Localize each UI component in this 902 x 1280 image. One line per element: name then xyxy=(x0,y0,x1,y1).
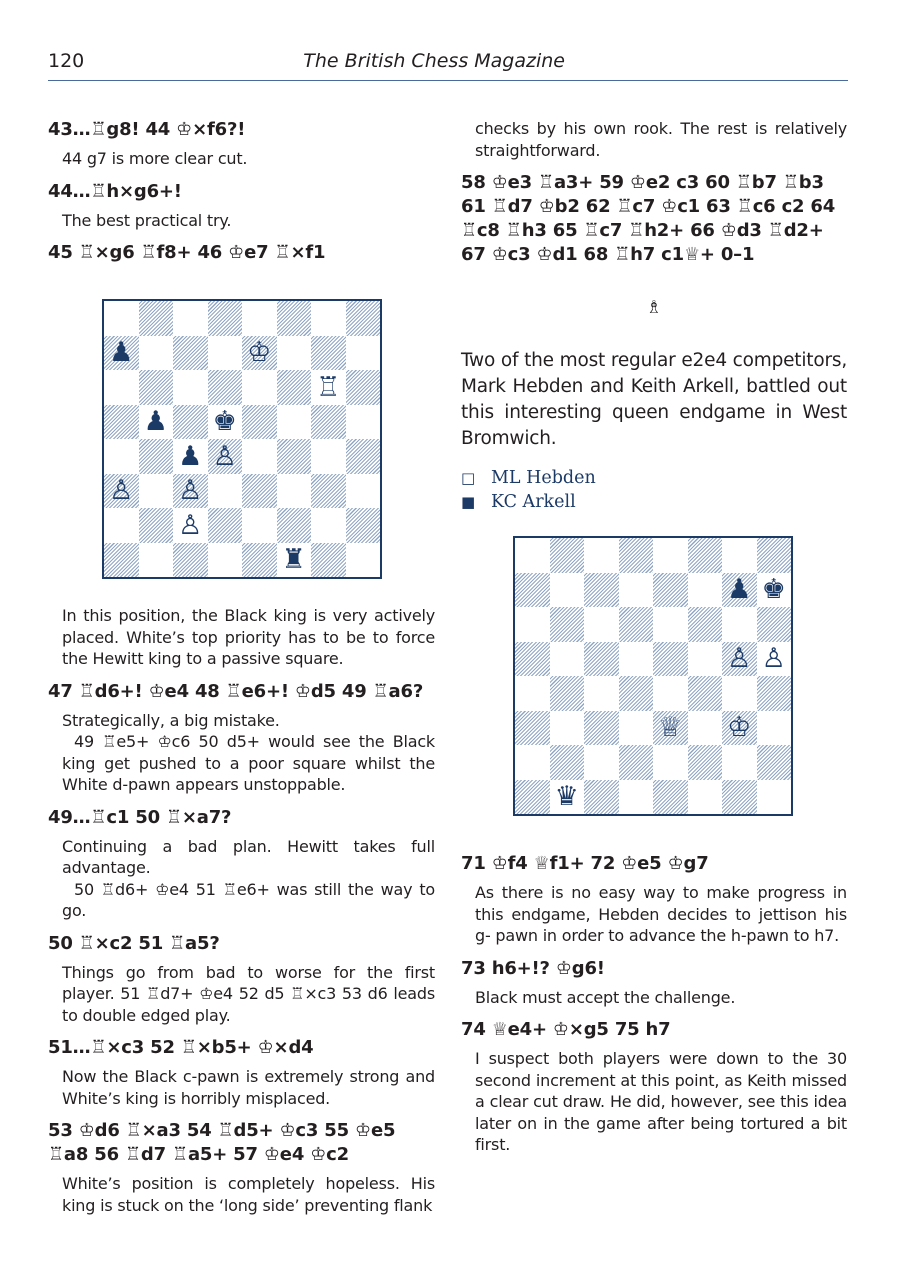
board-square xyxy=(208,301,243,336)
board-square xyxy=(722,745,757,780)
board-square xyxy=(139,543,174,578)
board-square xyxy=(277,370,312,405)
board-square xyxy=(688,538,723,573)
moves-line: 73 h6+!? ♔g6! xyxy=(461,957,605,979)
annotation: Continuing a bad plan. Hewitt takes full advantage. xyxy=(62,836,435,877)
board-square xyxy=(208,370,243,405)
intro-paragraph: Two of the most regular e2e4 competitors, Mark Hebden and Keith Arkell, battled out this interesting queen endgame in West Bromwich. xyxy=(461,350,847,449)
player-black xyxy=(461,490,847,514)
board-square xyxy=(584,573,619,608)
board-square xyxy=(757,538,792,573)
board-square xyxy=(104,439,139,474)
board-square xyxy=(653,642,688,677)
board-square xyxy=(757,780,792,815)
board-square xyxy=(619,573,654,608)
board-square xyxy=(311,370,346,405)
board-square xyxy=(619,642,654,677)
board-square xyxy=(346,336,381,371)
white-pawn-icon: ♙ xyxy=(178,509,203,541)
board-square xyxy=(653,607,688,642)
board-square xyxy=(311,474,346,509)
board-square xyxy=(619,676,654,711)
left-column xyxy=(48,118,435,1226)
board-square xyxy=(550,573,585,608)
board-square xyxy=(688,676,723,711)
board-square xyxy=(173,543,208,578)
board-square xyxy=(550,607,585,642)
board-square xyxy=(346,474,381,509)
board-square xyxy=(104,543,139,578)
board-square xyxy=(208,405,243,440)
board-square xyxy=(311,439,346,474)
board-square xyxy=(208,543,243,578)
board-square xyxy=(173,439,208,474)
players-list xyxy=(461,466,847,514)
board-square xyxy=(550,642,585,677)
board-square xyxy=(173,336,208,371)
board-square xyxy=(346,370,381,405)
board-square xyxy=(688,607,723,642)
moves-line: 47 ♖d6+! ♔e4 48 ♖e6+! ♔d5 49 ♖a6? xyxy=(48,680,424,702)
board-square xyxy=(653,780,688,815)
board-square xyxy=(242,474,277,509)
board-square xyxy=(277,439,312,474)
board-square xyxy=(277,543,312,578)
white-king-icon: ♔ xyxy=(727,712,752,744)
annotation: In this position, the Black king is very actively placed. White’s top priority has to be to force the Hewitt king to a passive square. xyxy=(62,606,435,668)
board-square xyxy=(242,508,277,543)
board-square xyxy=(242,543,277,578)
black-king-icon: ♚ xyxy=(761,574,786,606)
board-square xyxy=(139,474,174,509)
board-square xyxy=(757,676,792,711)
white-pawn-icon: ♙ xyxy=(727,643,752,675)
board-square xyxy=(688,745,723,780)
board-square xyxy=(653,538,688,573)
board-square xyxy=(653,745,688,780)
annotation: Strategically, a big mistake. xyxy=(62,710,280,730)
board-square xyxy=(584,607,619,642)
board-square xyxy=(584,711,619,746)
black-pawn-icon: ♟ xyxy=(178,440,203,472)
chess-diagram-1 xyxy=(102,299,382,579)
board-square xyxy=(139,301,174,336)
board-square xyxy=(619,780,654,815)
black-pawn-icon: ♟ xyxy=(109,337,134,369)
board-square xyxy=(619,745,654,780)
board-square xyxy=(515,676,550,711)
board-square xyxy=(311,301,346,336)
board-square xyxy=(311,543,346,578)
moves-line: 71 ♔f4 ♕f1+ 72 ♔e5 ♔g7 xyxy=(461,853,709,874)
board-square xyxy=(139,336,174,371)
board-square xyxy=(346,439,381,474)
board-square xyxy=(208,439,243,474)
running-head: The British Chess Magazine xyxy=(303,50,565,72)
board-square xyxy=(139,370,174,405)
board-square xyxy=(550,676,585,711)
board-square xyxy=(722,676,757,711)
board-square xyxy=(757,745,792,780)
board-square xyxy=(550,745,585,780)
board-square xyxy=(208,508,243,543)
board-square xyxy=(242,405,277,440)
board-square xyxy=(619,607,654,642)
board-square xyxy=(346,508,381,543)
board-square xyxy=(139,439,174,474)
board-square xyxy=(653,676,688,711)
board-square xyxy=(688,642,723,677)
annotation: I suspect both players were down to the 30 second increment at this point, as Keith missed a clear cut draw. He did, however, see this idea later on in the game after being tortured a bit first. xyxy=(475,1049,847,1154)
board-square xyxy=(104,508,139,543)
board-square xyxy=(173,301,208,336)
annotation: 44 g7 is more clear cut. xyxy=(62,149,248,168)
white-pawn-icon: ♙ xyxy=(212,440,237,472)
board-square xyxy=(550,780,585,815)
board-square xyxy=(722,780,757,815)
board-square xyxy=(104,301,139,336)
moves-line: 43…♖g8! 44 ♔×f6?! xyxy=(48,119,246,140)
board-square xyxy=(173,474,208,509)
white-king-icon: ♔ xyxy=(247,337,272,369)
board-square xyxy=(515,780,550,815)
board-square xyxy=(722,607,757,642)
black-square-icon: ■ xyxy=(461,493,476,511)
white-rook-icon: ♖ xyxy=(316,371,341,403)
board-square xyxy=(173,370,208,405)
board-square xyxy=(619,711,654,746)
board-square xyxy=(550,711,585,746)
board-square xyxy=(584,745,619,780)
board-square xyxy=(104,405,139,440)
annotation: White’s position is completely hopeless. His king is stuck on the ‘long side’ preventing flank xyxy=(62,1174,435,1215)
black-king-icon: ♚ xyxy=(212,406,237,438)
board-square xyxy=(515,642,550,677)
board-square xyxy=(515,745,550,780)
board-square xyxy=(722,711,757,746)
black-queen-icon: ♛ xyxy=(554,781,579,813)
board-square xyxy=(277,508,312,543)
white-pawn-icon: ♙ xyxy=(109,475,134,507)
board-square xyxy=(139,508,174,543)
board-square xyxy=(722,642,757,677)
board-square xyxy=(515,573,550,608)
board-square xyxy=(688,711,723,746)
annotation: Things go from bad to worse for the first player. 51 ♖d7+ ♔e4 52 d5 ♖×c3 53 d6 leads to double edged play. xyxy=(62,962,435,1025)
board-square xyxy=(277,405,312,440)
annotation: checks by his own rook. The rest is relatively straightforward. xyxy=(475,119,847,160)
board-square xyxy=(757,607,792,642)
board-square xyxy=(104,370,139,405)
moves-line: 50 ♖×c2 51 ♖a5? xyxy=(48,932,220,954)
board-square xyxy=(757,711,792,746)
board-square xyxy=(550,538,585,573)
white-square-icon: □ xyxy=(461,469,476,487)
moves-line: 49…♖c1 50 ♖×a7? xyxy=(48,806,232,828)
annotation: Now the Black c-pawn is extremely strong and White’s king is horribly misplaced. xyxy=(62,1067,435,1108)
board-square xyxy=(515,538,550,573)
board-square xyxy=(277,474,312,509)
moves-line: 45 ♖×g6 ♖f8+ 46 ♔e7 ♖×f1 xyxy=(48,242,326,263)
board-square xyxy=(104,474,139,509)
board-square xyxy=(139,405,174,440)
board-square xyxy=(688,573,723,608)
board-square xyxy=(277,301,312,336)
moves-line: 51…♖×c3 52 ♖×b5+ ♔×d4 xyxy=(48,1037,314,1058)
moves-line: 74 ♕e4+ ♔×g5 75 h7 xyxy=(461,1019,671,1040)
board-square xyxy=(584,642,619,677)
board-square xyxy=(242,370,277,405)
bishop-ornament-icon: ♗ xyxy=(645,297,663,318)
board-square xyxy=(515,607,550,642)
player-white xyxy=(461,466,847,490)
board-square xyxy=(208,336,243,371)
board-square xyxy=(688,780,723,815)
moves-line: 58 ♔e3 ♖a3+ 59 ♔e2 c3 60 ♖b7 ♖b3 61 ♖d7 ♔b2 62 ♖c7 ♔c1 63 ♖c6 c2 64 ♖c8 ♖h3 65 ♖c7 ♖h2+ 66 ♔d3 ♖d2+ 67 ♔c3 ♔d1 68 ♖h7 c1♕+ 0–1 xyxy=(461,172,836,265)
board-square xyxy=(346,405,381,440)
header-rule xyxy=(48,80,848,81)
black-rook-icon: ♜ xyxy=(281,544,306,576)
board-square xyxy=(242,439,277,474)
board-square xyxy=(722,538,757,573)
right-column xyxy=(461,118,847,1166)
board-square xyxy=(619,538,654,573)
chess-diagram-2 xyxy=(513,536,793,816)
moves-line: 44…♖h×g6+! xyxy=(48,180,182,202)
board-square xyxy=(104,336,139,371)
board-square xyxy=(173,405,208,440)
white-pawn-icon: ♙ xyxy=(761,643,786,675)
board-square xyxy=(757,642,792,677)
moves-line: 53 ♔d6 ♖×a3 54 ♖d5+ ♔c3 55 ♔e5 ♖a8 56 ♖d7 ♖a5+ 57 ♔e4 ♔c2 xyxy=(48,1120,396,1165)
board-square xyxy=(584,676,619,711)
board-square xyxy=(173,508,208,543)
black-pawn-icon: ♟ xyxy=(143,406,168,438)
annotation: The best practical try. xyxy=(62,210,232,230)
board-square xyxy=(277,336,312,371)
board-square xyxy=(515,711,550,746)
annotation: Black must accept the challenge. xyxy=(475,987,736,1007)
board-square xyxy=(722,573,757,608)
board-square xyxy=(346,543,381,578)
player-name: ML Hebden xyxy=(491,468,596,488)
page-number: 120 xyxy=(48,50,85,72)
board-square xyxy=(311,336,346,371)
annotation: 49 ♖e5+ ♔c6 50 d5+ would see the Black king get pushed to a poor square whilst the White d-pawn appears unstoppable. xyxy=(62,732,435,794)
annotation: As there is no easy way to make progress in this endgame, Hebden decides to jettison his g- pawn in order to advance the h-pawn to h7. xyxy=(475,883,847,945)
white-pawn-icon: ♙ xyxy=(178,475,203,507)
board-square xyxy=(346,301,381,336)
annotation: 50 ♖d6+ ♔e4 51 ♖e6+ was still the way to go. xyxy=(62,879,435,920)
board-square xyxy=(311,508,346,543)
board-square xyxy=(584,538,619,573)
board-square xyxy=(757,573,792,608)
board-square xyxy=(653,573,688,608)
board-square xyxy=(653,711,688,746)
board-square xyxy=(311,405,346,440)
board-square xyxy=(584,780,619,815)
black-pawn-icon: ♟ xyxy=(727,574,752,606)
board-square xyxy=(242,336,277,371)
player-name: KC Arkell xyxy=(491,492,576,512)
board-square xyxy=(242,301,277,336)
board-square xyxy=(208,474,243,509)
white-queen-icon: ♕ xyxy=(658,712,683,744)
